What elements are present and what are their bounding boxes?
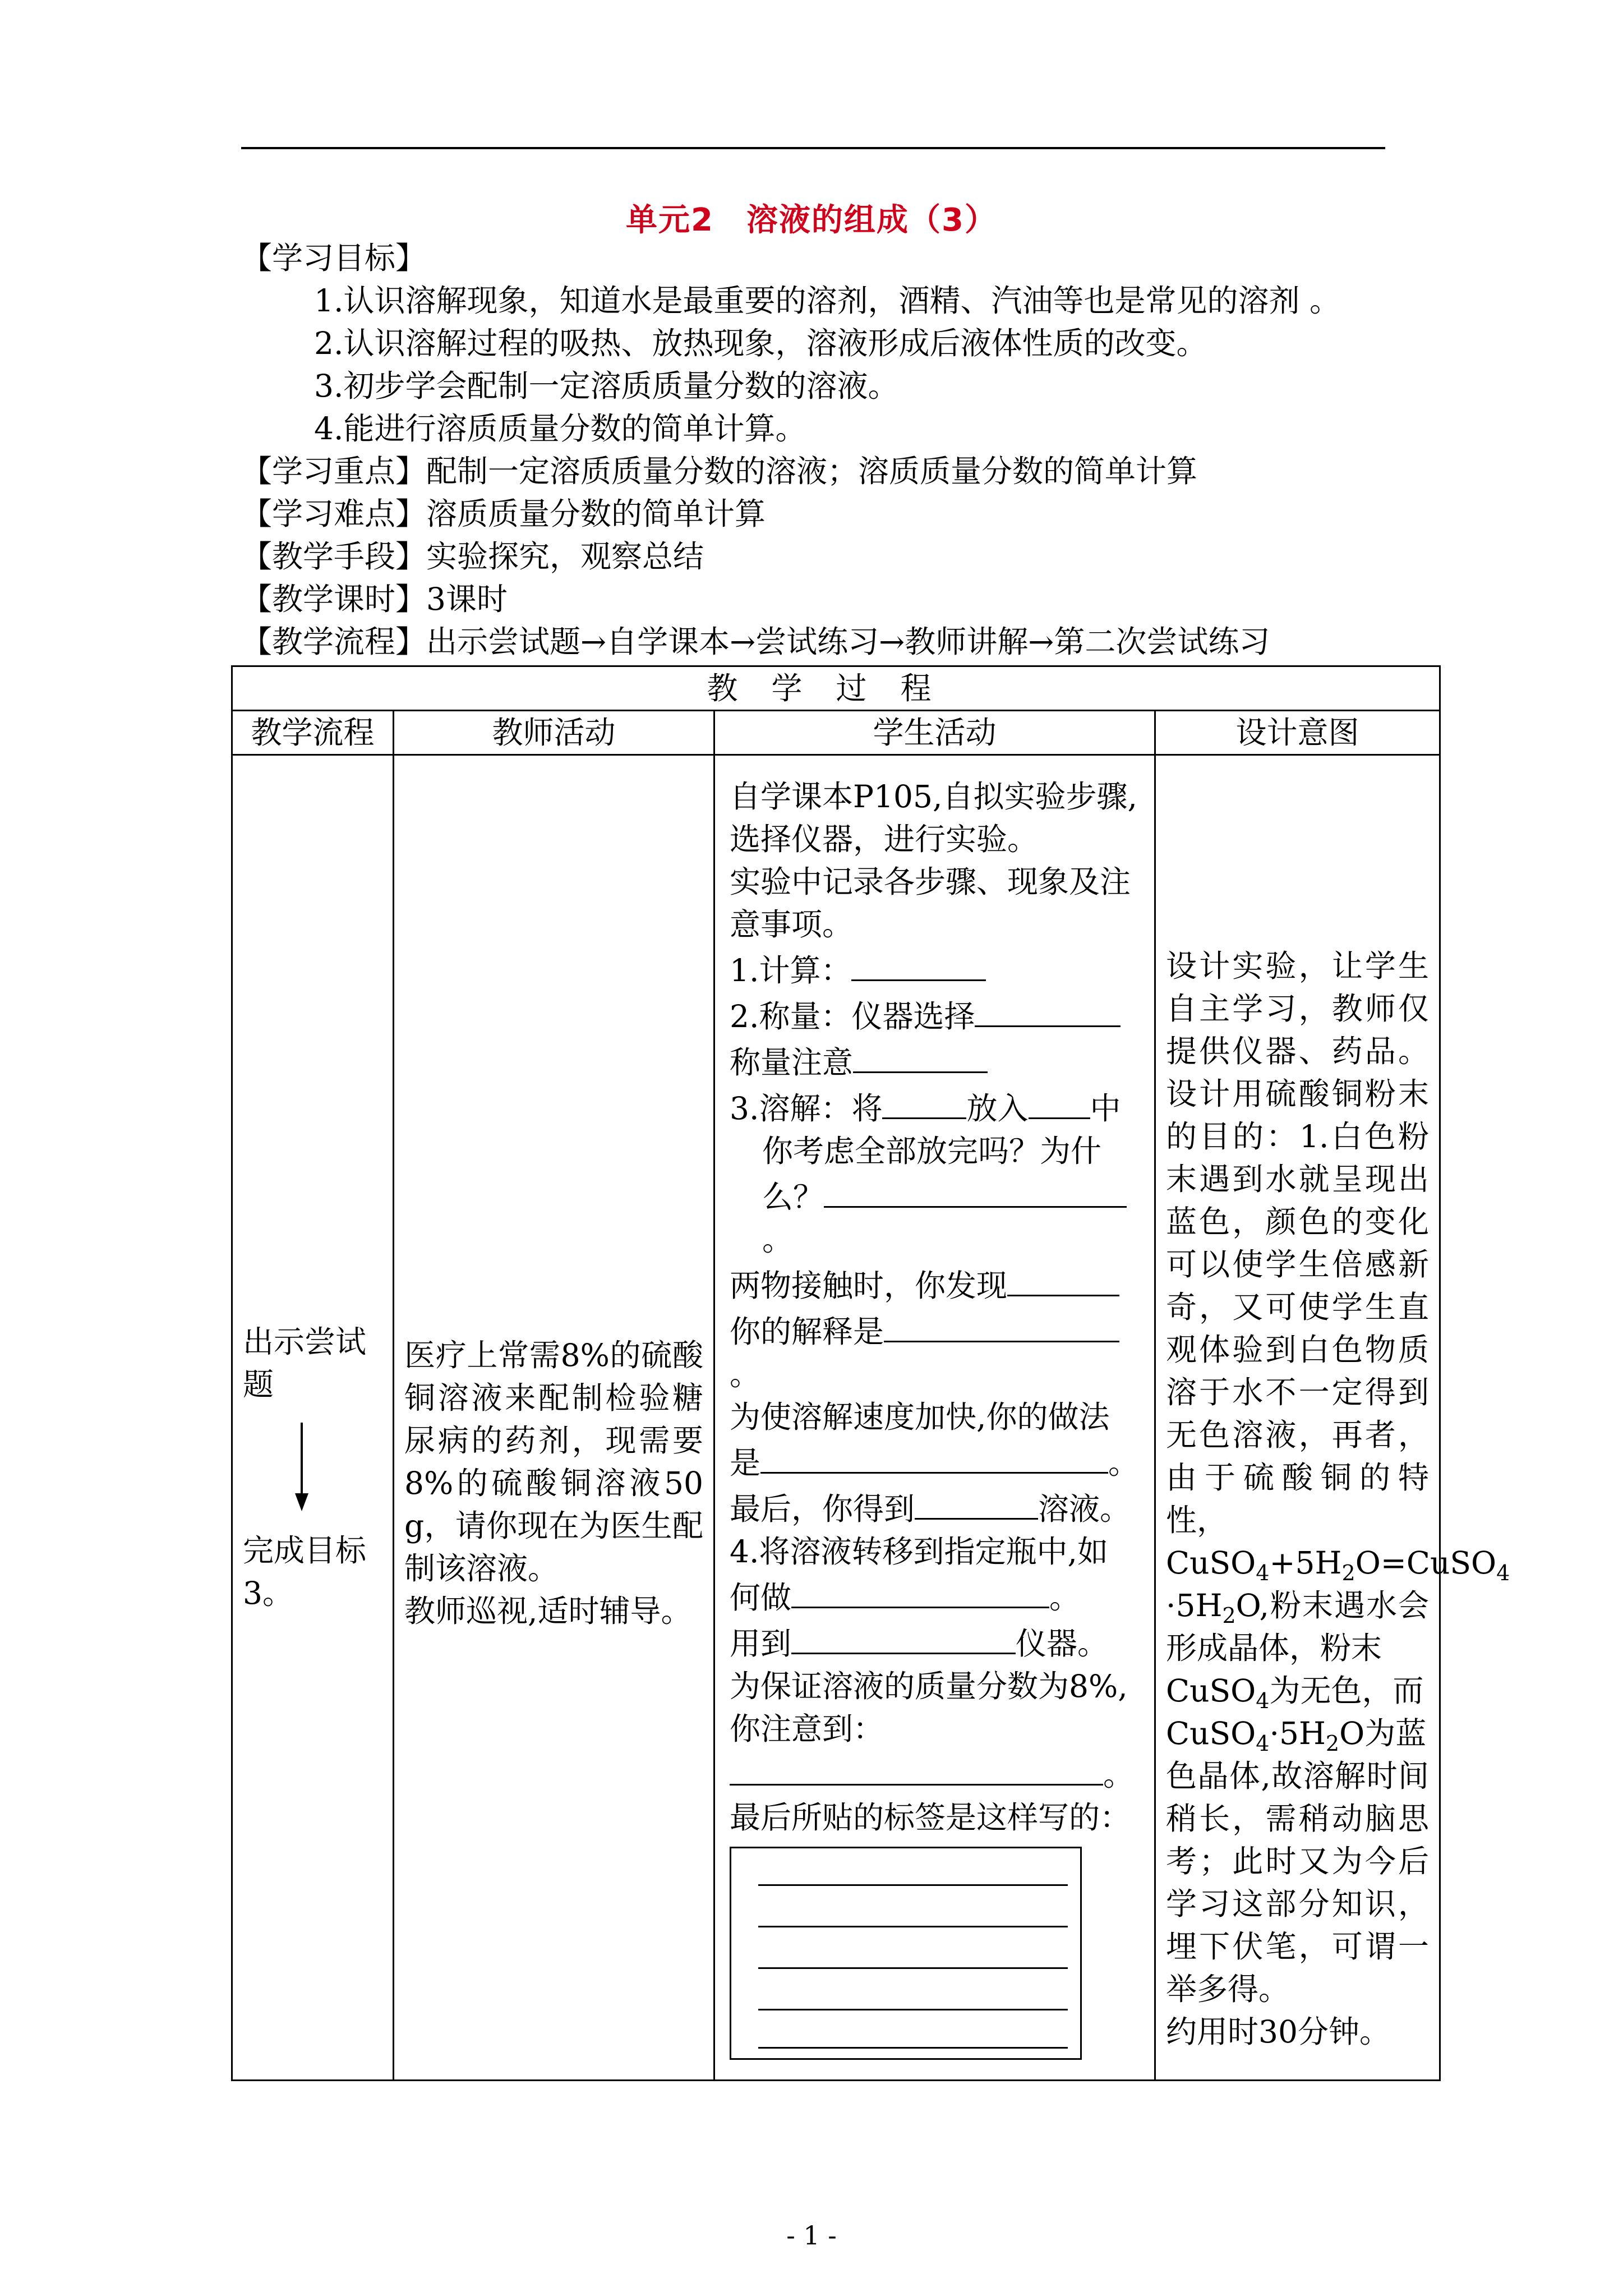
teaching-flow: 【教学流程】出示尝试题→自学课本→尝试练习→教师讲解→第二次尝试练习 — [241, 624, 1270, 660]
step-calc-label: 1.计算： — [730, 953, 852, 988]
speed-line-2 — [730, 1438, 1140, 1484]
student-line: 选择仪器，进行实验。 — [730, 821, 1039, 857]
blank — [975, 992, 1121, 1027]
table-caption-text: 教学过程 — [707, 670, 965, 706]
finally-line — [730, 1484, 1140, 1530]
blank — [791, 1573, 1049, 1608]
step-dissolve — [730, 1084, 1140, 1130]
transfer-line-2 — [730, 1573, 1140, 1619]
transfer-text: 何做 — [730, 1580, 792, 1616]
blank — [884, 1307, 1119, 1342]
down-arrow-icon — [291, 1423, 313, 1512]
explain-text: 你的解释是 — [730, 1314, 884, 1350]
blank — [791, 1619, 1016, 1654]
key-point: 【学习重点】配制一定溶质质量分数的溶液；溶质质量分数的简单计算 — [241, 453, 1198, 489]
teacher-cell — [394, 755, 714, 2081]
blank — [760, 1438, 1108, 1474]
objective-item: 4.能进行溶质质量分数的简单计算。 — [314, 411, 806, 447]
formula-sub: 4 — [1256, 1688, 1270, 1713]
header-flow: 教学流程 — [232, 711, 394, 755]
ensure-line-2: 你注意到： — [730, 1711, 884, 1747]
label-rule — [758, 1884, 1068, 1886]
label-box — [730, 1847, 1082, 2060]
step-weigh — [730, 992, 1140, 1038]
period: 。 — [730, 1356, 761, 1392]
finally-text: 溶液。 — [1038, 1491, 1131, 1527]
dissolve-text: 3.溶解：将 — [730, 1091, 883, 1126]
formula-part: ·5H — [1166, 1588, 1223, 1623]
page-title: 单元2 溶液的组成（3） — [626, 202, 997, 238]
formula-sub: 2 — [1222, 1603, 1236, 1628]
blank — [1007, 1261, 1119, 1296]
speed-text: 是 — [730, 1445, 761, 1481]
formula-part: O=CuSO — [1355, 1545, 1497, 1581]
design-cell — [1155, 755, 1510, 2081]
formula-sub: 2 — [1325, 1731, 1340, 1756]
formula-part: CuSO — [1166, 1715, 1256, 1751]
blank — [851, 946, 986, 981]
objective-item: 2.认识溶解过程的吸热、放热现象，溶液形成后液体性质的改变。 — [314, 325, 1207, 361]
formula-part: O为蓝 — [1339, 1715, 1427, 1751]
dissolve-question-2 — [730, 1172, 1140, 1261]
period: 。 — [1103, 1757, 1135, 1793]
finally-text: 最后，你得到 — [730, 1491, 915, 1527]
formula-part: CuSO — [1166, 1545, 1256, 1581]
design-formula — [1166, 1584, 1429, 1669]
dissolve-q2-text: 么？ — [762, 1179, 824, 1215]
table-caption — [232, 666, 1440, 711]
period: 。 — [1049, 1580, 1081, 1616]
label-prompt: 最后所贴的标签是这样写的： — [730, 1800, 1131, 1835]
blank — [853, 1038, 988, 1073]
objectives-heading: 【学习目标】 — [241, 240, 427, 276]
teacher-activity: 医疗上常需8%的硫酸铜溶液来配制检验糖尿病的药剂，现需要8%的硫酸铜溶液50 g，请你现在为医生配制该溶液。 — [404, 1337, 703, 1586]
design-text: 设计实验，让学生自主学习，教师仅提供仪器、药品。设计用硫酸铜粉末的目的：1.白色粉末遇到水就呈现出蓝色，颜色的变化可以使学生倍感新奇，又可使学生直观体验到白色物质溶于水不一定得到无色溶液，再者，由于硫酸铜的特性， — [1166, 948, 1430, 1538]
use-text: 仪器。 — [1016, 1626, 1109, 1662]
period: 。 — [762, 1222, 794, 1258]
dissolve-question: 你考虑全部放完吗？为什 — [762, 1133, 1102, 1169]
design-formula — [1166, 1669, 1429, 1712]
dissolve-text: 放入 — [966, 1091, 1029, 1126]
process-table — [231, 665, 1510, 2081]
blank — [824, 1172, 1127, 1208]
flow-end: 完成目标3。 — [243, 1533, 367, 1611]
teaching-means: 【教学手段】实验探究，观察总结 — [241, 539, 704, 574]
header-design: 设计意图 — [1155, 711, 1440, 755]
blank — [915, 1484, 1038, 1520]
design-formula — [1166, 1542, 1510, 1585]
contact-line — [730, 1261, 1140, 1307]
label-rule — [758, 1926, 1068, 1927]
use-text: 用到 — [730, 1626, 792, 1662]
formula-sub: 2 — [1341, 1561, 1355, 1585]
step-weigh-note — [730, 1038, 1140, 1084]
use-line — [730, 1619, 1140, 1665]
transfer-line: 4.将溶液转移到指定瓶中,如 — [730, 1534, 1108, 1570]
period: 。 — [1108, 1445, 1140, 1481]
flow-start: 出示尝试题 — [243, 1324, 367, 1402]
design-time: 约用时30分钟。 — [1166, 2014, 1390, 2050]
blank — [1029, 1084, 1090, 1119]
formula-part: O,粉末遇水会形成晶体，粉末 — [1166, 1588, 1430, 1666]
dissolve-text: 中 — [1090, 1091, 1121, 1126]
label-rule — [758, 2009, 1068, 2010]
blank — [882, 1084, 966, 1119]
student-line: 意事项。 — [730, 907, 854, 942]
student-line: 实验中记录各步骤、现象及注 — [730, 864, 1131, 900]
step-weigh-label: 2.称量：仪器选择 — [730, 999, 975, 1034]
objective-item: 1.认识溶解现象，知道水是最重要的溶剂，酒精、汽油等也是常见的溶剂 。 — [314, 283, 1340, 319]
speed-line: 为使溶解速度加快,你的做法 — [730, 1399, 1110, 1435]
contact-text: 两物接触时，你发现 — [730, 1268, 1008, 1304]
step-calc — [730, 946, 1140, 992]
formula-sub: 4 — [1256, 1561, 1270, 1585]
design-formula — [1166, 1712, 1429, 1755]
formula-part: ·5H — [1269, 1715, 1326, 1751]
header-rule — [241, 147, 1385, 149]
difficulty: 【学习难点】溶质质量分数的简单计算 — [241, 496, 766, 532]
teacher-guidance: 教师巡视,适时辅导。 — [404, 1593, 692, 1629]
header-teacher: 教师活动 — [394, 711, 714, 755]
formula-part: +5H — [1269, 1545, 1342, 1581]
blank — [730, 1750, 1103, 1786]
student-cell — [714, 755, 1155, 2081]
student-line: 自学课本P105,自拟实验步骤, — [730, 779, 1137, 815]
formula-part: CuSO — [1166, 1673, 1256, 1709]
page-number: - 1 - — [786, 2220, 837, 2251]
teaching-hours: 【教学课时】3课时 — [241, 581, 508, 617]
label-rule — [758, 2047, 1068, 2049]
weigh-note-label: 称量注意 — [730, 1045, 854, 1080]
formula-part: 为无色，而 — [1269, 1673, 1424, 1709]
design-text: 色晶体,故溶解时间稍长，需稍动脑思考；此时又为今后学习这部分知识，埋下伏笔，可谓一举多得。 — [1166, 1758, 1430, 2007]
formula-sub: 4 — [1496, 1561, 1510, 1585]
explain-line — [730, 1307, 1140, 1396]
ensure-answer — [730, 1750, 1140, 1796]
flow-cell — [232, 755, 394, 2081]
header-student: 学生活动 — [714, 711, 1155, 755]
objective-item: 3.初步学会配制一定溶质质量分数的溶液。 — [314, 368, 899, 404]
formula-sub: 4 — [1256, 1731, 1270, 1756]
label-rule — [758, 1967, 1068, 1969]
ensure-line: 为保证溶液的质量分数为8%, — [730, 1668, 1128, 1704]
